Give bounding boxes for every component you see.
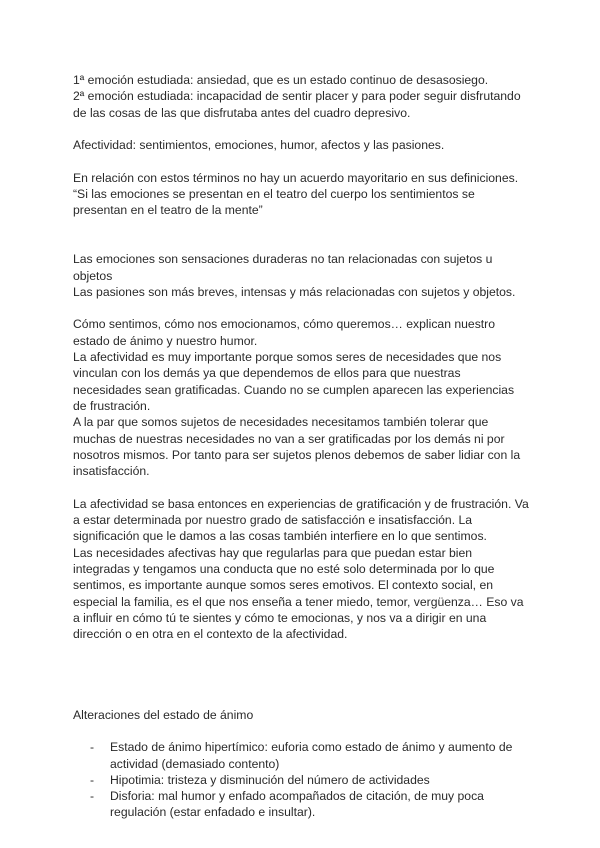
list-item-text: Hipotimia: tristeza y disminución del número de actividades [110, 772, 430, 787]
bullet-dash: - [90, 740, 95, 755]
alteraciones-list [73, 739, 530, 820]
section-gap [73, 642, 530, 690]
quote-paragraph: “Si las emociones se presentan en el teatro del cuerpo los sentimientos se presentan en el teatro de la mente” [73, 187, 475, 218]
list-item [73, 772, 530, 788]
afectividad-importante-paragraph: La afectividad es muy importante porque somos seres de necesidades que nos vinculan con los demás ya que dependemos de ellos para que nuestras necesidades sean gratificadas. Cuando no se cumplen aparecen las experiencias de frustración. [73, 350, 515, 413]
bullet-dash: - [90, 772, 95, 787]
section-heading: Alteraciones del estado de ánimo [73, 707, 254, 722]
necesidades-afectivas-paragraph: Las necesidades afectivas hay que regularlas para que puedan estar bien integradas y tengamos una conducta que no esté solo determinada por lo que sentimos, es importante aunque somos seres emotivos. El contexto social, en especial la familia, es el que nos enseña a tener miedo, temor, vergüenza… Eso va a influir en cómo tú te sientes y cómo te emocionas, y nos va a dirigir en una dirección o en otra en el contexto de la afectividad. [73, 545, 524, 642]
a-la-par-paragraph: A la par que somos sujetos de necesidades necesitamos también tolerar que muchas de nuestras necesidades no van a ser gratificadas por los demás ni por nosotros mismos. Por tanto para ser sujetos plenos debemos de saber lidiar con la insatisfacción. [73, 415, 521, 479]
emociones-paragraph: Las emociones son sensaciones duraderas no tan relacionadas con sujetos u objetos [73, 252, 493, 283]
paragraph-gap [73, 723, 530, 739]
paragraph-gap [73, 235, 530, 251]
como-sentimos-paragraph: Cómo sentimos, cómo nos emocionamos, cómo queremos… explican nuestro estado de ánimo y nuestro humor. [73, 317, 496, 348]
paragraph-gap [73, 300, 530, 316]
pasiones-paragraph: Las pasiones son más breves, intensas y más relacionadas con sujetos y objetos. [73, 284, 516, 299]
bullet-dash: - [90, 789, 95, 804]
paragraph-gap [73, 121, 530, 137]
afectividad-definition: Afectividad: sentimientos, emociones, humor, afectos y las pasiones. [73, 138, 445, 153]
afectividad-base-paragraph: La afectividad se basa entonces en experiencias de gratificación y de frustración. Va a estar determinada por nuestro grado de satisfacción e insatisfacción. La significación que le damos a las cosas también interfiere en lo que sentimos. [73, 496, 529, 544]
paragraph-gap [73, 479, 530, 495]
paragraph-gap [73, 153, 530, 169]
paragraph-gap [73, 690, 530, 706]
relacion-paragraph: En relación con estos términos no hay un acuerdo mayoritario en sus definiciones. [73, 170, 519, 185]
intro-line-1: 1ª emoción estudiada: ansiedad, que es un estado continuo de desasosiego. [73, 73, 489, 87]
list-item [73, 739, 530, 772]
intro-line-2: 2ª emoción estudiada: incapacidad de sentir placer y para poder seguir disfrutando de las cosas de las que disfrutaba antes del cuadro depresivo. [73, 89, 521, 120]
list-item-text: Disforia: mal humor y enfado acompañados de citación, de muy poca regulación (estar enfadado e insultar). [110, 789, 484, 820]
list-item-text: Estado de ánimo hipertímico: euforia como estado de ánimo y aumento de actividad (demasiado contento) [110, 740, 513, 771]
paragraph-gap [73, 219, 530, 235]
list-item [73, 788, 530, 821]
